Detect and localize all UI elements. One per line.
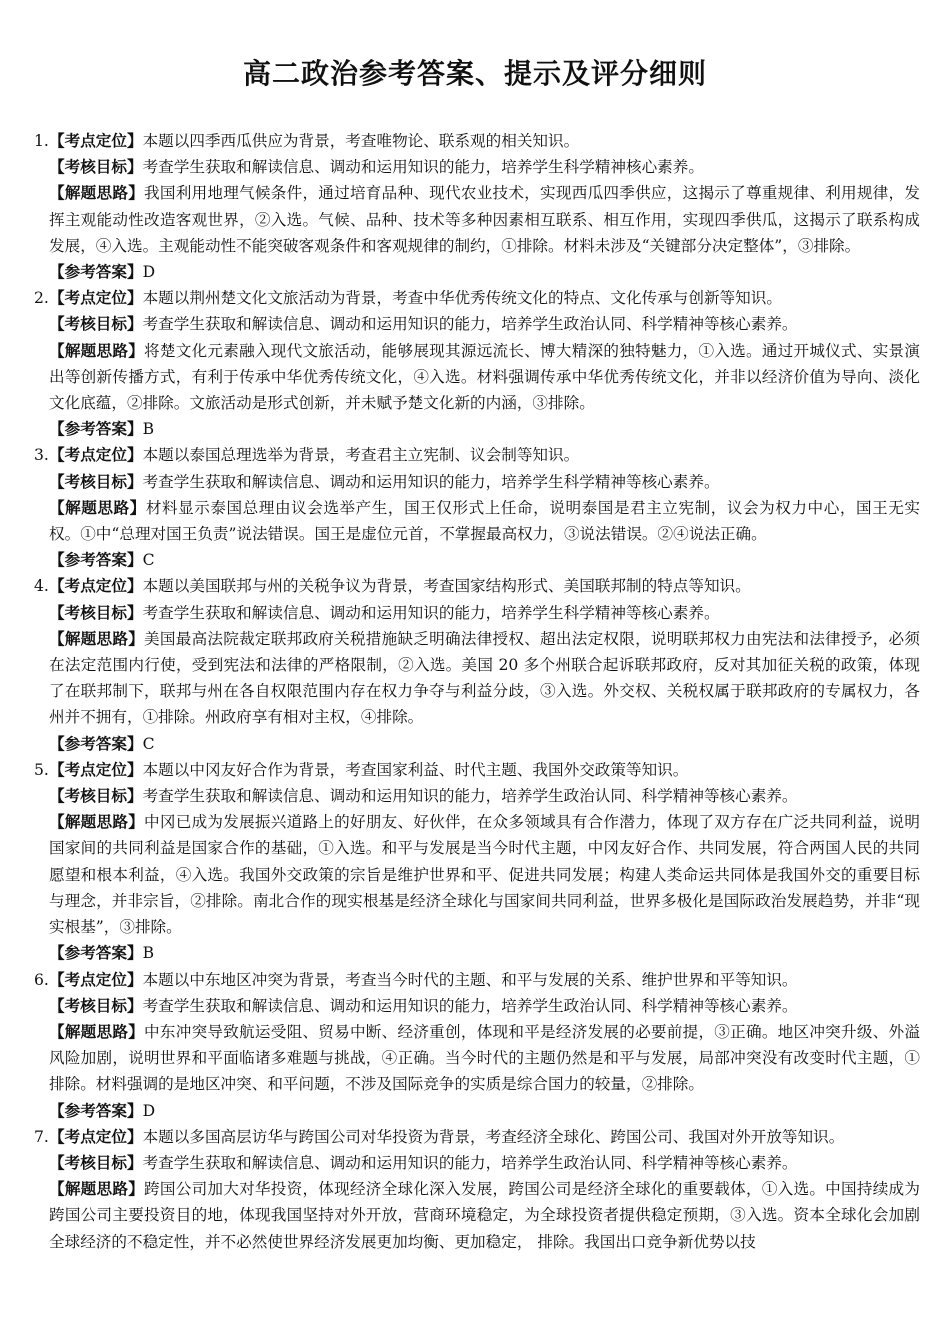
question-2: [34, 285, 920, 442]
silu-text: 将楚文化元素融入现代文旅活动，能够展现其源远流长、博大精深的独特魅力，①入选。通过开城仪式、实景演出等创新传播方式，有利于传承中华优秀传统文化，④入选。材料强调传承中华优秀传统文化，并非以经济价值为导向、淡化文化底蕴，②排除。文旅活动是形式创新，并未赋予楚文化新的内涵，③排除。: [49, 341, 920, 413]
kaodian-line: [34, 128, 920, 154]
mubiao-line: [34, 993, 920, 1019]
daan-line: [34, 1098, 920, 1124]
daan-text: B: [142, 944, 155, 963]
daan-text: C: [142, 734, 155, 753]
mubiao-text: 考查学生获取和解读信息、调动和运用知识的能力，培养学生科学精神等核心素养。: [142, 603, 720, 622]
mubiao-text: 考查学生获取和解读信息、调动和运用知识的能力，培养学生政治认同、科学精神等核心素养。: [142, 787, 798, 806]
mubiao-tag: 【考核目标】: [49, 471, 143, 491]
daan-line: [34, 259, 920, 285]
daan-line: [34, 731, 920, 757]
mubiao-line: [34, 783, 920, 809]
silu-line: [34, 626, 920, 731]
kaodian-line: [34, 967, 920, 993]
daan-text: B: [142, 420, 155, 439]
silu-tag: 【解题思路】: [49, 1021, 145, 1041]
silu-tag: 【解题思路】: [49, 340, 145, 360]
question-3: [34, 442, 920, 573]
mubiao-line: [34, 154, 920, 180]
kaodian-text: 本题以中冈友好合作为背景，考查国家利益、时代主题、我国外交政策等知识。: [142, 760, 689, 779]
kaodian-line: [34, 757, 920, 783]
mubiao-line: [34, 469, 920, 495]
silu-tag: 【解题思路】: [49, 1179, 145, 1199]
question-6: [34, 967, 920, 1124]
kaodian-tag: 【考点定位】: [49, 1126, 143, 1146]
daan-line: [34, 940, 920, 966]
kaodian-line: [34, 285, 920, 311]
mubiao-line: [34, 311, 920, 337]
mubiao-tag: 【考核目标】: [49, 314, 143, 334]
question-7: [34, 1124, 920, 1255]
silu-text: 材料显示泰国总理由议会选举产生，国王仅形式上任命，说明泰国是君主立宪制，议会为权力中心，国王无实权。①中“总理对国王负责”说法错误。国王是虚位元首，不掌握最高权力，③说法错误。②④说法正确。: [49, 498, 920, 544]
silu-line: [34, 1019, 920, 1098]
silu-tag: 【解题思路】: [49, 183, 145, 203]
daan-tag: 【参考答案】: [49, 262, 143, 282]
daan-tag: 【参考答案】: [49, 733, 143, 753]
question-5: [34, 757, 920, 967]
question-number: 7.: [34, 1127, 49, 1146]
kaodian-text: 本题以中东地区冲突为背景，考查当今时代的主题、和平与发展的关系、维护世界和平等知识。: [142, 970, 798, 989]
kaodian-line: [34, 1124, 920, 1150]
question-number: 4.: [34, 577, 49, 596]
daan-tag: 【参考答案】: [49, 419, 143, 439]
mubiao-line: [34, 600, 920, 626]
mubiao-tag: 【考核目标】: [49, 602, 143, 622]
daan-text: D: [142, 263, 156, 282]
mubiao-tag: 【考核目标】: [49, 786, 143, 806]
kaodian-tag: 【考点定位】: [49, 759, 143, 779]
mubiao-text: 考查学生获取和解读信息、调动和运用知识的能力，培养学生政治认同、科学精神等核心素养。: [142, 996, 798, 1015]
mubiao-line: [34, 1150, 920, 1176]
daan-text: D: [142, 1101, 156, 1120]
silu-line: [34, 1176, 920, 1255]
kaodian-tag: 【考点定位】: [49, 969, 143, 989]
question-1: [34, 128, 920, 285]
daan-tag: 【参考答案】: [49, 1100, 143, 1120]
kaodian-tag: 【考点定位】: [49, 131, 143, 150]
daan-tag: 【参考答案】: [49, 943, 143, 963]
question-number: 5.: [34, 760, 49, 779]
kaodian-line: [34, 573, 920, 599]
question-number: 2.: [34, 289, 49, 308]
kaodian-text: 本题以四季西瓜供应为背景，考查唯物论、联系观的相关知识。: [142, 132, 580, 150]
silu-line: [34, 338, 920, 417]
mubiao-text: 考查学生获取和解读信息、调动和运用知识的能力，培养学生政治认同、科学精神等核心素养。: [142, 1153, 798, 1172]
mubiao-text: 考查学生获取和解读信息、调动和运用知识的能力，培养学生科学精神等核心素养。: [142, 472, 720, 491]
mubiao-tag: 【考核目标】: [49, 1152, 143, 1172]
daan-line: [34, 416, 920, 442]
silu-text: 美国最高法院裁定联邦政府关税措施缺乏明确法律授权、超出法定权限，说明联邦权力由宪法和法律授予，必须在法定范围内行使，受到宪法和法律的严格限制，②入选。美国 20 多个州联合起诉联邦政府，反对其加征关税的政策，体现了在联邦制下，联邦与州在各自权限范围内存在权力争夺与利益分歧，③入选。外交权、关税权属于联邦政府的专属权力，各州并不拥有，①排除。州政府享有相对主权，④排除。: [49, 629, 920, 727]
mubiao-tag: 【考核目标】: [49, 995, 143, 1015]
silu-text: 我国利用地理气候条件，通过培育品种、现代农业技术，实现西瓜四季供应，这揭示了尊重规律、利用规律，发挥主观能动性改造客观世界，②入选。气候、品种、技术等多种因素相互联系、相互作用，实现四季供瓜，这揭示了联系构成发展，④入选。主观能动性不能突破客观条件和客观规律的制约，①排除。材料未涉及“关键部分决定整体”，③排除。: [49, 184, 920, 255]
kaodian-text: 本题以美国联邦与州的关税争议为背景，考查国家结构形式、美国联邦制的特点等知识。: [142, 577, 751, 596]
kaodian-line: [34, 442, 920, 468]
silu-tag: 【解题思路】: [49, 628, 145, 648]
silu-line: [34, 180, 920, 259]
question-number: 3.: [34, 446, 49, 465]
daan-text: C: [142, 551, 155, 570]
silu-line: [34, 495, 920, 547]
answer-list: [34, 128, 920, 1255]
page-title: 高二政治参考答案、提示及评分细则: [242, 57, 707, 90]
silu-text: 中冈已成为发展振兴道路上的好朋友、好伙伴，在众多领域具有合作潜力，体现了双方存在广泛共同利益，说明国家间的共同利益是国家合作的基础，①入选。和平与发展是当今时代主题，中冈友好合作、共同发展，符合两国人民的共同愿望和根本利益，④入选。我国外交政策的宗旨是维护世界和平、促进共同发展；构建人类命运共同体是我国外交的重要目标与理念，并非宗旨，②排除。南北合作的现实根基是经济全球化与国家间共同利益，世界多极化是国际政治发展趋势，并非“现实根基”，③排除。: [49, 813, 920, 937]
kaodian-tag: 【考点定位】: [49, 576, 143, 596]
silu-line: [34, 809, 920, 940]
mubiao-tag: 【考核目标】: [49, 157, 143, 177]
mubiao-text: 考查学生获取和解读信息、调动和运用知识的能力，培养学生科学精神核心素养。: [142, 158, 704, 177]
question-number: 6.: [34, 970, 49, 989]
daan-line: [34, 547, 920, 573]
kaodian-text: 本题以泰国总理选举为背景，考查君主立宪制、议会制等知识。: [142, 446, 580, 465]
kaodian-text: 本题以荆州楚文化文旅活动为背景，考查中华优秀传统文化的特点、文化传承与创新等知识。: [142, 289, 782, 308]
kaodian-tag: 【考点定位】: [49, 288, 143, 308]
silu-tag: 【解题思路】: [49, 812, 145, 832]
silu-tag: 【解题思路】: [49, 497, 146, 517]
question-number: 1.: [34, 132, 49, 150]
kaodian-text: 本题以多国高层访华与跨国公司对华投资为背景，考查经济全球化、跨国公司、我国对外开放等知识。: [142, 1127, 845, 1146]
silu-text: 中东冲突导致航运受阻、贸易中断、经济重创，体现和平是经济发展的必要前提，③正确。地区冲突升级、外溢风险加剧，说明世界和平面临诸多难题与挑战，④正确。当今时代的主题仍然是和平与发展，局部冲突没有改变时代主题，①排除。材料强调的是地区冲突、和平问题，不涉及国际竞争的实质是综合国力的较量，②排除。: [49, 1022, 920, 1094]
mubiao-text: 考查学生获取和解读信息、调动和运用知识的能力，培养学生政治认同、科学精神等核心素养。: [142, 315, 798, 334]
question-4: [34, 573, 920, 756]
daan-tag: 【参考答案】: [49, 550, 143, 570]
kaodian-tag: 【考点定位】: [49, 445, 143, 465]
silu-text: 跨国公司加大对华投资，体现经济全球化深入发展，跨国公司是经济全球化的重要载体，①入选。中国持续成为跨国公司主要投资目的地，体现我国坚持对外开放，营商环境稳定，为全球投资者提供稳定预期，③入选。资本全球化会加剧全球经济的不稳定性，并不必然使世界经济发展更加均衡、更加稳定， 排除。我国出口竞争新优势以技: [49, 1180, 920, 1251]
